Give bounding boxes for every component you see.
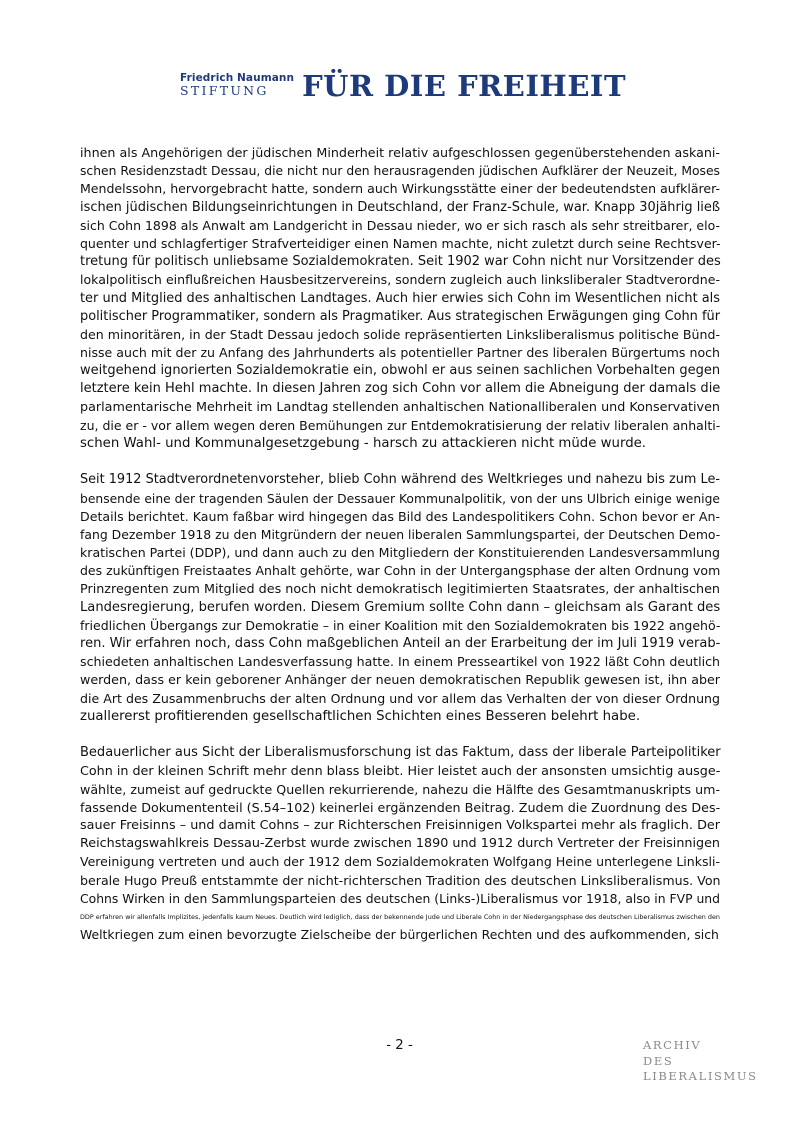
text-line: zuallererst profitierenden gesellschaftlichen Schichten eines Besseren belehrt habe.: [80, 708, 641, 724]
archive-logo-line: LIBERALISMUS: [643, 1069, 758, 1083]
text-line: DDP erfahren wir allenfalls Implizites, jedenfalls kaum Neues. Deutlich wird lediglich, dass der bekennende Jude und Liberale Cohn in der Niedergangsphase des deutschen Liberalismus zwischen den: [80, 912, 720, 921]
text-line: ter und Mitglied des anhaltischen Landtages. Auch hier erwies sich Cohn im Wesentlichen nicht als: [80, 290, 720, 306]
text-line: letztere kein Hehl machte. In diesen Jahren zog sich Cohn vor allem die Abneigung der damals die: [80, 381, 721, 397]
text-line: Details berichtet. Kaum faßbar wird hingegen das Bild des Landespolitikers Cohn. Schon bevor er An-: [80, 508, 720, 524]
document-body: [80, 144, 720, 962]
text-line: nisse auch mit der zu Anfang des Jahrhunderts als potentieller Partner des liberalen Bürgertums noch: [80, 345, 720, 361]
text-line: Bedauerlicher aus Sicht der Liberalismusforschung ist das Faktum, dass der liberale Parteipolitiker: [80, 745, 721, 761]
text-line: parlamentarische Mehrheit im Landtag stellenden anhaltischen Nationalliberalen und Konservativen: [80, 399, 720, 415]
text-line: lokalpolitisch einflußreichen Hausbesitzervereins, sondern zugleich auch linksliberaler Stadtverordne-: [80, 272, 720, 288]
text-line: friedlichen Übergangs zur Demokratie – in einer Koalition mit den Sozialdemokraten bis 1922 angehö-: [80, 617, 721, 633]
text-line: kratischen Partei (DDP), und dann auch zu den Mitgliedern der Konstituierenden Landesversammlung: [80, 545, 720, 561]
logo-org-name: Friedrich Naumann: [180, 72, 295, 84]
text-line: sich Cohn 1898 als Anwalt am Landgericht in Dessau nieder, wo er sich rasch als sehr streitbarer, elo-: [80, 217, 720, 233]
text-line: des zukünftigen Freistaates Anhalt gehörte, war Cohn in der Untergangsphase der alten Ordnung vom: [80, 563, 721, 579]
text-line: fang Dezember 1918 zu den Mitgründern der neuen liberalen Sammlungspartei, der Deutschen Demo-: [80, 526, 721, 542]
text-line: Cohn in der kleinen Schrift mehr denn blass bleibt. Hier leistet auch der ansonsten umsichtig ausge-: [80, 763, 721, 779]
text-line: weitgehend ignorierten Sozialdemokratie ein, obwohl er aus seinen sachlichen Vorbehalten gegen: [80, 363, 721, 379]
text-line: schen Residenzstadt Dessau, die nicht nur den herausragenden jüdischen Aufklärer der Neuzeit, Moses: [80, 164, 720, 179]
text-line: sauer Freisinns – und damit Cohns – zur Richterschen Freisinnigen Volkspartei mehr als fraglich. Der: [80, 817, 720, 833]
text-line: Reichstagswahlkreis Dessau-Zerbst wurde zwischen 1890 und 1912 durch Vertreter der Freisinnigen: [80, 836, 720, 852]
text-line: Weltkriegen zum einen bevorzugte Zielscheibe der bürgerlichen Rechten und des aufkommenden, sich: [80, 927, 719, 943]
archive-logo-line: ARCHIV: [643, 1038, 702, 1052]
paragraph: [80, 144, 720, 453]
text-line: ihnen als Angehörigen der jüdischen Minderheit relativ aufgeschlossen gegenüberstehenden askani-: [80, 145, 720, 160]
paragraph: [80, 471, 720, 726]
text-line: zu, die er - vor allem wegen deren Bemühungen zur Entdemokratisierung der relativ liberalen anhalti-: [80, 417, 721, 433]
text-line: ren. Wir erfahren noch, dass Cohn maßgeblichen Anteil an der Erarbeitung der im Juli 1919 verab-: [80, 636, 721, 652]
logo-title: FÜR DIE FREIHEIT: [302, 69, 627, 103]
text-line: werden, dass er kein geborener Anhänger der neuen demokratischen Republik gewesen ist, ihn aber: [80, 672, 720, 688]
text-line: ischen jüdischen Bildungseinrichtungen in Deutschland, der Franz-Schule, war. Knapp 30jährig ließ: [80, 199, 720, 215]
text-line: schiedeten anhaltischen Landesverfassung hatte. In einem Presseartikel von 1922 läßt Cohn deutlich: [80, 654, 720, 670]
text-line: Mendelssohn, hervorgebracht hatte, sondern auch Wirkungsstätte einer der bedeutendsten aufklärer-: [80, 181, 720, 197]
text-line: Cohns Wirken in den Sammlungsparteien des deutschen (Links-)Liberalismus vor 1918, also in FVP und: [80, 891, 720, 906]
text-line: schen Wahl- und Kommunalgesetzgebung - harsch zu attackieren nicht müde wurde.: [80, 436, 647, 451]
text-line: Seit 1912 Stadtverordnetenvorsteher, blieb Cohn während des Weltkrieges und nahezu bis zum Le-: [80, 472, 720, 488]
archive-logo-line: DES: [643, 1053, 674, 1068]
text-line: die Art des Zusammenbruchs der alten Ordnung und vor allem das Verhalten der von dieser Ordnung: [80, 690, 720, 706]
text-line: fassende Dokumententeil (S.54–102) keinerlei ergänzenden Beitrag. Zudem die Zuordnung des Des-: [80, 799, 721, 815]
paragraph: [80, 744, 720, 944]
text-line: tretung für politisch unliebsame Sozialdemokraten. Seit 1902 war Cohn nicht nur Vorsitzender des: [80, 254, 721, 270]
text-line: quenter und schlagfertiger Strafverteidiger einen Namen machte, nicht zuletzt durch seine Rechtsver-: [80, 235, 721, 251]
foundation-logo: [180, 62, 626, 102]
logo-org-block: [180, 72, 294, 102]
page-number: - 2 -: [386, 1038, 413, 1053]
text-line: politischer Programmatiker, sondern als Pragmatiker. Aus strategischen Erwägungen ging Cohn für: [80, 308, 720, 324]
archive-logo: [643, 1038, 758, 1085]
text-line: Vereinigung vertreten und auch der 1912 dem Sozialdemokraten Wolfgang Heine unterlegene Linksli-: [80, 854, 720, 870]
text-line: wählte, zumeist auf gedruckte Quellen rekurrierende, nahezu die Hälfte des Gesamtmanuskripts um-: [80, 781, 720, 797]
text-line: den minoritären, in der Stadt Dessau jedoch solide repräsentierten Linksliberalismus politische Bünd-: [80, 326, 720, 342]
text-line: berale Hugo Preuß entstammte der nicht-richterschen Tradition des deutschen Linksliberalismus. Von: [80, 872, 721, 888]
text-line: Prinzregenten zum Mitglied des noch nicht demokratisch legitimierten Staatsrates, der anhaltischen: [80, 581, 720, 597]
text-line: bensende eine der tragenden Säulen der Dessauer Kommunalpolitik, von der uns Ulbrich einige wenige: [80, 491, 720, 506]
logo-org-stiftung: STIFTUNG: [180, 83, 269, 98]
text-line: Landesregierung, berufen worden. Diesem Gremium sollte Cohn dann – gleichsam als Garant des: [80, 599, 721, 615]
